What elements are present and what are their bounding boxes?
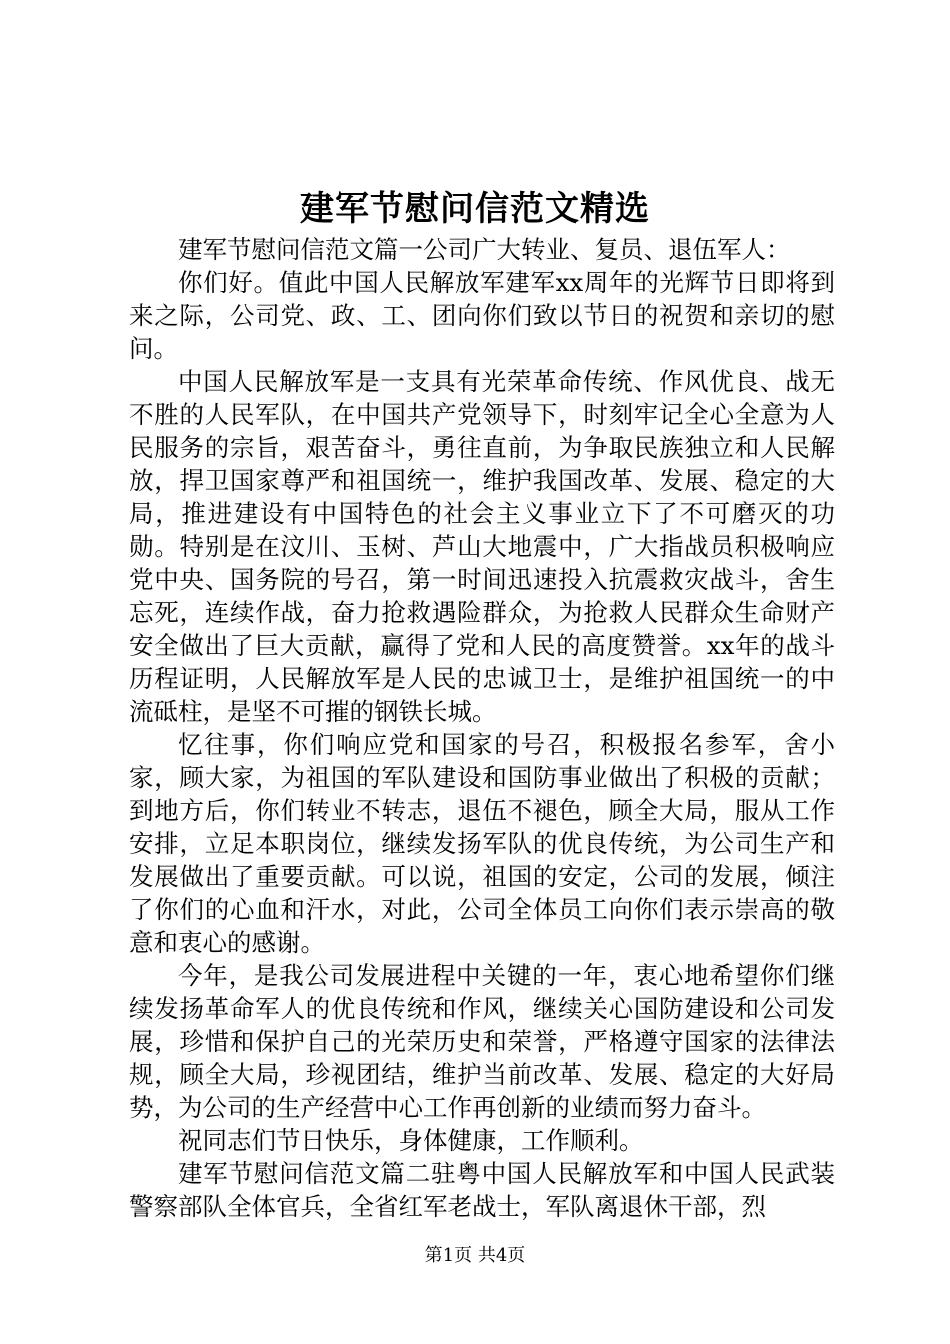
- paragraph-pla-history: 中国人民解放军是一支具有光荣革命传统、作风优良、战无不胜的人民军队，在中国共产党领导下，时刻牢记全心全意为人民服务的宗旨，艰苦奋斗，勇往直前，为争取民族独立和人民解放，捍卫国家尊严和祖国统一，维护我国改革、发展、稳定的大局，推进建设有中国特色的社会主义事业立下了不可磨灭的功勋。特别是在汶川、玉树、芦山大地震中，广大指战员积极响应党中央、国务院的号召，第一时间迅速投入抗震救灾战斗，舍生忘死，连续作战，奋力抢救遇险群众，为抢救人民群众生命财产安全做出了巨大贡献，赢得了党和人民的高度赞誉。xx年的战斗历程证明，人民解放军是人民的忠诚卫士，是维护祖国统一的中流砥柱，是坚不可摧的钢铁长城。: [129, 367, 835, 726]
- paragraph-letter-two: 建军节慰问信范文篇二驻粤中国人民解放军和中国人民武装警察部队全体官兵，全省红军老战士，军队离退休干部，烈: [129, 1159, 835, 1221]
- paragraph-greeting: 你们好。值此中国人民解放军建军xx周年的光辉节日即将到来之际，公司党、政、工、团向你们致以节日的祝贺和亲切的慰问。: [129, 268, 835, 363]
- paragraph-past-service: 忆往事，你们响应党和国家的号召，积极报名参军，舍小家，顾大家，为祖国的军队建设和国防事业做出了积极的贡献；到地方后，你们转业不转志，退伍不褪色，顾全大局，服从工作安排，立足本职岗位，继续发扬军队的优良传统，为公司生产和发展做出了重要贡献。可以说，祖国的安定，公司的发展，倾注了你们的心血和汗水，对此，公司全体员工向你们表示崇高的敬意和衷心的感谢。: [129, 730, 835, 957]
- page-footer: 第1页 共4页: [424, 1245, 526, 1266]
- paragraph-salutation: 建军节慰问信范文篇一公司广大转业、复员、退伍军人：: [178, 235, 791, 264]
- document-title: 建军节慰问信范文精选: [300, 189, 650, 229]
- paragraph-hopes: 今年，是我公司发展进程中关键的一年，衷心地希望你们继续发扬革命军人的优良传统和作风，继续关心国防建设和公司发展，珍惜和保护自己的光荣历史和荣誉，严格遵守国家的法律法规，顾全大局，珍视团结，维护当前改革、发展、稳定的大好局势，为公司的生产经营中心工作再创新的业绩而努力奋斗。: [129, 961, 835, 1122]
- document-body: [129, 233, 835, 1223]
- paragraph-wishes: 祝同志们节日快乐，身体健康，工作顺利。: [178, 1126, 644, 1155]
